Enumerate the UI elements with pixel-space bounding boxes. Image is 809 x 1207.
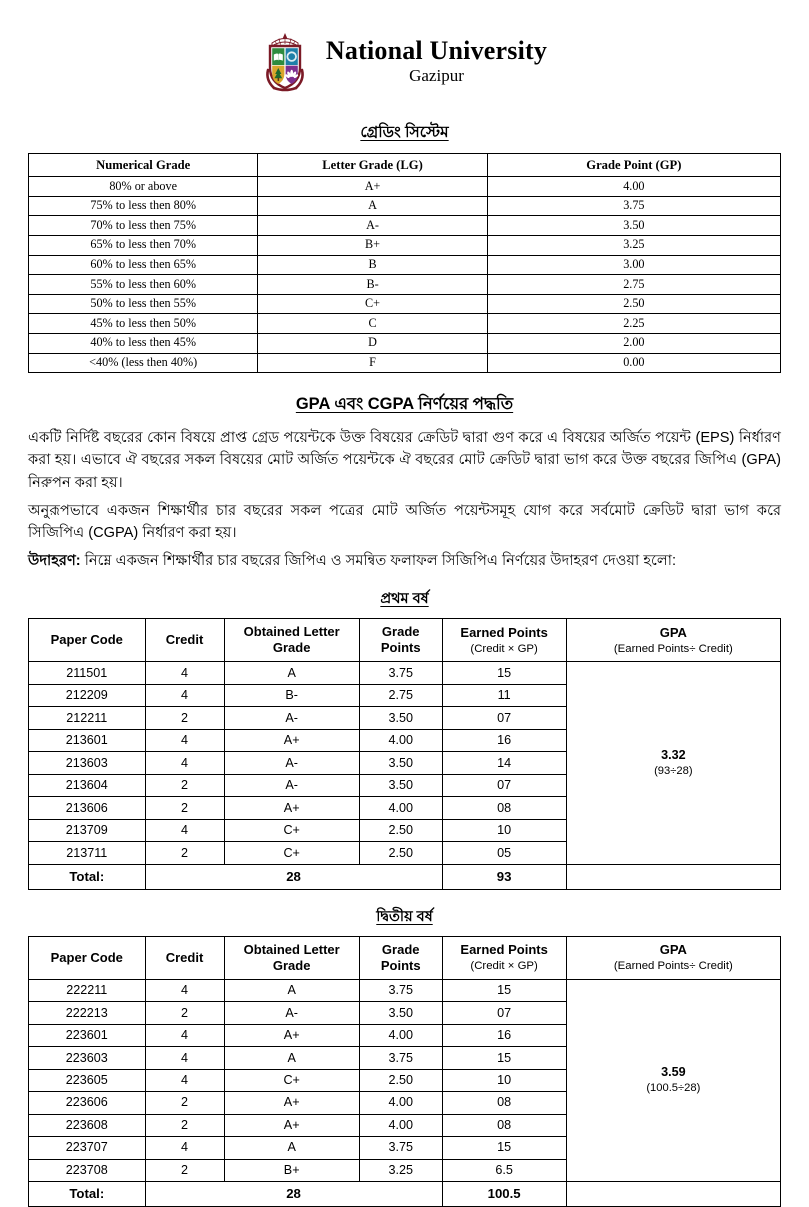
grading-system-title: গ্রেডিং সিস্টেম (360, 124, 449, 141)
grade-points: 3.50 (359, 774, 442, 796)
second-year-gpa-cell (566, 979, 780, 1181)
column-header-earned-points (442, 936, 566, 979)
earned-points: 15 (442, 979, 566, 1001)
grade-point: 2.75 (487, 275, 780, 295)
numerical-grade: 50% to less then 55% (29, 294, 258, 314)
grading-table-header-row (29, 154, 781, 177)
table-row (29, 255, 781, 275)
paper-code: 223601 (29, 1024, 146, 1046)
table-row (29, 353, 781, 373)
paper-code: 211501 (29, 662, 146, 684)
grade-point: 3.00 (487, 255, 780, 275)
grade-point: 3.75 (487, 196, 780, 216)
paper-code: 213601 (29, 729, 146, 751)
earned-points: 6.5 (442, 1159, 566, 1181)
example-intro-line (28, 550, 781, 572)
paper-code: 223606 (29, 1092, 146, 1114)
credit: 4 (145, 1137, 224, 1159)
grade-point: 2.25 (487, 314, 780, 334)
example-text: নিম্নে একজন শিক্ষার্থীর চার বছরের জিপিএ ও সমন্বিত ফলাফল সিজিপিএ নির্ণয়ের উদাহরণ দেওয়া হলো: (84, 553, 677, 570)
credit: 2 (145, 1092, 224, 1114)
grade-points: 3.75 (359, 979, 442, 1001)
obtained-letter-grade: A+ (224, 797, 359, 819)
credit: 4 (145, 729, 224, 751)
gpa-value: 3.32 (661, 747, 686, 762)
header-title-block (326, 37, 547, 85)
paper-code: 223708 (29, 1159, 146, 1181)
obtained-letter-grade: C+ (224, 819, 359, 841)
earned-points: 15 (442, 1047, 566, 1069)
letter-grade: A+ (258, 177, 487, 197)
credit: 2 (145, 842, 224, 864)
total-label: Total: (29, 864, 146, 889)
grade-points: 4.00 (359, 797, 442, 819)
total-gpa-spacer (566, 864, 780, 889)
paper-code: 213603 (29, 752, 146, 774)
grade-points: 3.50 (359, 707, 442, 729)
letter-grade: F (258, 353, 487, 373)
column-header-paper-code: Paper Code (29, 936, 146, 979)
obtained-letter-grade: A- (224, 1002, 359, 1024)
column-header-grade-point: Grade Point (GP) (487, 154, 780, 177)
obtained-letter-grade: A+ (224, 729, 359, 751)
obtained-letter-grade: A+ (224, 1092, 359, 1114)
total-credit: 28 (145, 1182, 442, 1207)
column-header-grade-points: Grade Points (359, 619, 442, 662)
earned-points: 07 (442, 774, 566, 796)
table-row (29, 235, 781, 255)
first-year-result-table (28, 618, 781, 889)
letter-grade: C+ (258, 294, 487, 314)
grade-points: 3.75 (359, 1137, 442, 1159)
grade-points: 4.00 (359, 1114, 442, 1136)
grade-point: 0.00 (487, 353, 780, 373)
grading-system-table (28, 153, 781, 373)
earned-points: 10 (442, 1069, 566, 1091)
letter-grade: B+ (258, 235, 487, 255)
table-row (29, 314, 781, 334)
grade-points: 2.50 (359, 1069, 442, 1091)
obtained-letter-grade: A- (224, 707, 359, 729)
earned-points: 05 (442, 842, 566, 864)
example-label: উদাহরণ: (28, 553, 81, 570)
column-header-obtained-letter-grade: Obtained Letter Grade (224, 619, 359, 662)
column-header-credit: Credit (145, 936, 224, 979)
second-year-total-row (29, 1182, 781, 1207)
numerical-grade: 70% to less then 75% (29, 216, 258, 236)
table-row (29, 294, 781, 314)
credit: 2 (145, 797, 224, 819)
paper-code: 213606 (29, 797, 146, 819)
table-row (29, 979, 781, 1001)
numerical-grade: 65% to less then 70% (29, 235, 258, 255)
paper-code: 212211 (29, 707, 146, 729)
university-location: Gazipur (409, 65, 464, 85)
obtained-letter-grade: A (224, 979, 359, 1001)
obtained-letter-grade: B+ (224, 1159, 359, 1181)
paper-code: 213709 (29, 819, 146, 841)
credit: 4 (145, 819, 224, 841)
column-header-earned-points (442, 619, 566, 662)
credit: 2 (145, 1002, 224, 1024)
obtained-letter-grade: A (224, 662, 359, 684)
obtained-letter-grade: A+ (224, 1114, 359, 1136)
earned-points: 08 (442, 797, 566, 819)
method-paragraph-1: একটি নির্দিষ্ট বছরের কোন বিষয়ে প্রাপ্ত গ্রেড পয়েন্টকে উক্ত বিষয়ের ক্রেডিট দ্বারা গুণ করে এ বিষয়ের অর্জিত পয়েন্ট (EPS) নির্ধারণ করা হয়। এভাবে ঐ বছরের সকল বিষয়ের মোট অর্জিত পয়েন্টকে ঐ বছরের মোট ক্রেডিট দ্বারা ভাগ করে উক্ত বছরের জিপিএ (GPA) নিরুপন করা হয়। (28, 430, 781, 491)
second-year-table-body (29, 979, 781, 1206)
result-table-header-row (29, 619, 781, 662)
gpa-calculation: (100.5÷28) (646, 1082, 701, 1095)
credit: 2 (145, 707, 224, 729)
method-paragraph-2: অনুরূপভাবে একজন শিক্ষার্থীর চার বছরের সকল পত্রের মোট অর্জিত পয়েন্টসমূহ যোগ করে সর্বমোট ক্রেডিট দ্বারা ভাগ করে সিজিপিএ (CGPA) নির্ধারণ করা হয়। (28, 502, 781, 541)
paper-code: 223608 (29, 1114, 146, 1136)
gpa-cgpa-method-title: GPA এবং CGPA নির্ণয়ের পদ্ধতি (295, 395, 514, 414)
gpa-calculation: (93÷28) (654, 764, 693, 777)
grade-points: 4.00 (359, 1024, 442, 1046)
earned-points: 11 (442, 684, 566, 706)
grade-point: 2.00 (487, 333, 780, 353)
table-row (29, 196, 781, 216)
grade-points: 3.50 (359, 1002, 442, 1024)
column-header-gpa (566, 936, 780, 979)
gpa-label: GPA (659, 942, 687, 958)
table-row (29, 662, 781, 684)
letter-grade: A- (258, 216, 487, 236)
grade-point: 2.50 (487, 294, 780, 314)
letter-grade: B (258, 255, 487, 275)
column-header-gpa (566, 619, 780, 662)
letter-grade: D (258, 333, 487, 353)
obtained-letter-grade: A+ (224, 1024, 359, 1046)
grade-points: 4.00 (359, 729, 442, 751)
credit: 2 (145, 774, 224, 796)
earned-points-label: Earned Points (460, 624, 548, 640)
total-earned-points: 100.5 (442, 1182, 566, 1207)
table-row (29, 275, 781, 295)
grading-table-body (29, 177, 781, 373)
grade-points: 3.75 (359, 1047, 442, 1069)
column-header-grade-points: Grade Points (359, 936, 442, 979)
numerical-grade: 60% to less then 65% (29, 255, 258, 275)
earned-points: 07 (442, 707, 566, 729)
table-row (29, 333, 781, 353)
first-year-table-body (29, 662, 781, 889)
paper-code: 223707 (29, 1137, 146, 1159)
paper-code: 223603 (29, 1047, 146, 1069)
column-header-letter-grade: Letter Grade (LG) (258, 154, 487, 177)
earned-points: 14 (442, 752, 566, 774)
numerical-grade: 40% to less then 45% (29, 333, 258, 353)
paper-code: 213711 (29, 842, 146, 864)
result-table-header-row (29, 936, 781, 979)
national-university-crest-icon (262, 30, 308, 92)
column-header-paper-code: Paper Code (29, 619, 146, 662)
earned-points-label: Earned Points (460, 942, 548, 958)
credit: 4 (145, 1047, 224, 1069)
numerical-grade: 55% to less then 60% (29, 275, 258, 295)
gpa-formula: (Earned Points÷ Credit) (613, 642, 733, 655)
total-label: Total: (29, 1182, 146, 1207)
earned-points: 08 (442, 1114, 566, 1136)
grade-points: 2.50 (359, 819, 442, 841)
table-row (29, 177, 781, 197)
obtained-letter-grade: A- (224, 774, 359, 796)
earned-points-formula: (Credit × GP) (470, 642, 538, 655)
gpa-value: 3.59 (661, 1065, 686, 1080)
grade-points: 3.50 (359, 752, 442, 774)
credit: 4 (145, 1024, 224, 1046)
credit: 4 (145, 979, 224, 1001)
obtained-letter-grade: C+ (224, 842, 359, 864)
numerical-grade: <40% (less then 40%) (29, 353, 258, 373)
earned-points: 08 (442, 1092, 566, 1114)
paper-code: 222211 (29, 979, 146, 1001)
obtained-letter-grade: B- (224, 684, 359, 706)
grade-points: 4.00 (359, 1092, 442, 1114)
paper-code: 213604 (29, 774, 146, 796)
credit: 4 (145, 752, 224, 774)
second-year-result-table (28, 936, 781, 1207)
column-header-credit: Credit (145, 619, 224, 662)
grade-points: 3.75 (359, 662, 442, 684)
grade-point: 4.00 (487, 177, 780, 197)
column-header-obtained-letter-grade: Obtained Letter Grade (224, 936, 359, 979)
earned-points: 16 (442, 729, 566, 751)
credit: 2 (145, 1114, 224, 1136)
column-header-numerical-grade: Numerical Grade (29, 154, 258, 177)
grade-points: 3.25 (359, 1159, 442, 1181)
credit: 4 (145, 684, 224, 706)
letter-grade: B- (258, 275, 487, 295)
credit: 2 (145, 1159, 224, 1181)
grade-point: 3.50 (487, 216, 780, 236)
credit: 4 (145, 662, 224, 684)
gpa-label: GPA (659, 624, 687, 640)
earned-points: 07 (442, 1002, 566, 1024)
obtained-letter-grade: A (224, 1137, 359, 1159)
obtained-letter-grade: C+ (224, 1069, 359, 1091)
gpa-formula: (Earned Points÷ Credit) (613, 960, 733, 973)
paper-code: 223605 (29, 1069, 146, 1091)
numerical-grade: 45% to less then 50% (29, 314, 258, 334)
earned-points: 15 (442, 662, 566, 684)
grade-point: 3.25 (487, 235, 780, 255)
earned-points: 10 (442, 819, 566, 841)
second-year-title: দ্বিতীয় বর্ষ (376, 908, 433, 925)
obtained-letter-grade: A (224, 1047, 359, 1069)
total-credit: 28 (145, 864, 442, 889)
paper-code: 212209 (29, 684, 146, 706)
earned-points: 15 (442, 1137, 566, 1159)
table-row (29, 216, 781, 236)
obtained-letter-grade: A- (224, 752, 359, 774)
grade-points: 2.75 (359, 684, 442, 706)
first-year-title: প্রথম বর্ষ (380, 591, 429, 608)
earned-points-formula: (Credit × GP) (470, 960, 538, 973)
earned-points: 16 (442, 1024, 566, 1046)
numerical-grade: 75% to less then 80% (29, 196, 258, 216)
numerical-grade: 80% or above (29, 177, 258, 197)
paper-code: 222213 (29, 1002, 146, 1024)
university-name: National University (325, 35, 548, 65)
document-header (28, 0, 781, 100)
first-year-total-row (29, 864, 781, 889)
credit: 4 (145, 1069, 224, 1091)
first-year-gpa-cell (566, 662, 780, 864)
letter-grade: C (258, 314, 487, 334)
total-gpa-spacer (566, 1182, 780, 1207)
letter-grade: A (258, 196, 487, 216)
total-earned-points: 93 (442, 864, 566, 889)
grade-points: 2.50 (359, 842, 442, 864)
